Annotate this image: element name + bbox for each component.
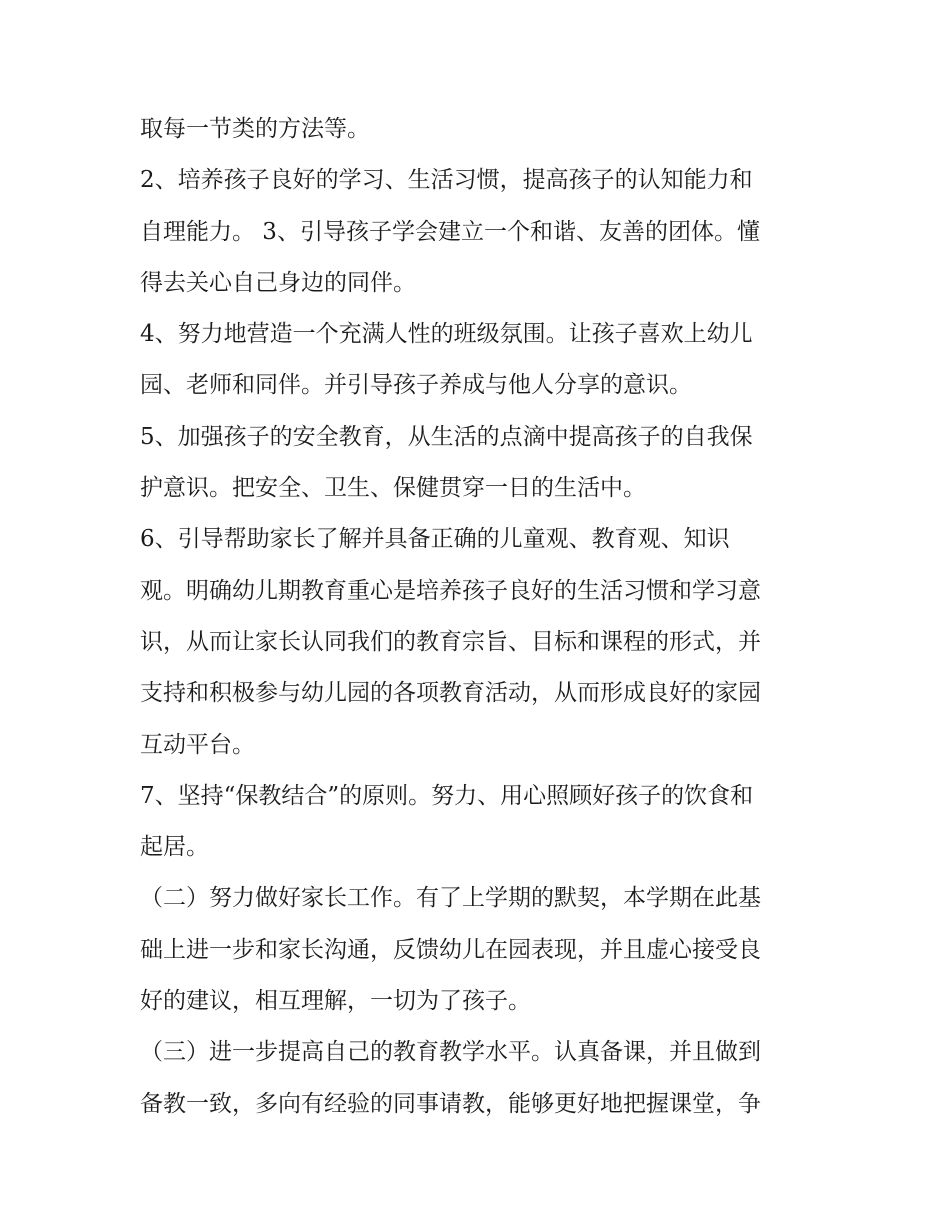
document-body [140, 104, 820, 1130]
text-line: 6、引导帮助家长了解并具备正确的儿童观、教育观、知识 [140, 526, 730, 553]
text-line: 好的建议，相互理解，一切为了孩子。 [140, 988, 531, 1015]
text-line: 支持和积极参与幼儿园的各项教育活动，从而形成良好的家园 [140, 680, 761, 707]
text-line: 护意识。把安全、卫生、保健贯穿一日的生活中。 [140, 475, 646, 502]
text-line: 识，从而让家长认同我们的教育宗旨、目标和课程的形式，并 [140, 628, 761, 655]
text-line: 7、坚持“保教结合”的原则。努力、用心照顾好孩子的饮食和 [140, 782, 754, 809]
text-line: 备教一致，多向有经验的同事请教，能够更好地把握课堂，争 [140, 1090, 761, 1117]
text-line: 5、加强孩子的安全教育，从生活的点滴中提高孩子的自我保 [140, 423, 753, 450]
text-line: 4、努力地营造一个充满人性的班级氛围。让孩子喜欢上幼儿 [140, 321, 753, 348]
text-line: 础上进一步和家长沟通，反馈幼儿在园表现，并且虚心接受良 [140, 936, 761, 963]
text-line: （二）努力做好家长工作。有了上学期的默契，本学期在此基 [140, 885, 761, 912]
text-line: （三）进一步提高自己的教育教学水平。认真备课，并且做到 [140, 1039, 761, 1066]
text-line: 2、培养孩子良好的学习、生活习惯，提高孩子的认知能力和 [140, 167, 753, 194]
text-line: 园、老师和同伴。并引导孩子养成与他人分享的意识。 [140, 372, 692, 399]
text-line: 取每一节类的方法等。 [140, 116, 370, 142]
text-line: 得去关心自己身边的同伴。 [140, 269, 416, 296]
text-line: 起居。 [140, 834, 209, 861]
text-line: 自理能力。 3、引导孩子学会建立一个和谐、友善的团体。懂 [140, 218, 760, 245]
text-line: 观。明确幼儿期教育重心是培养孩子良好的生活习惯和学习意 [140, 577, 761, 604]
text-line: 互动平台。 [140, 731, 255, 758]
